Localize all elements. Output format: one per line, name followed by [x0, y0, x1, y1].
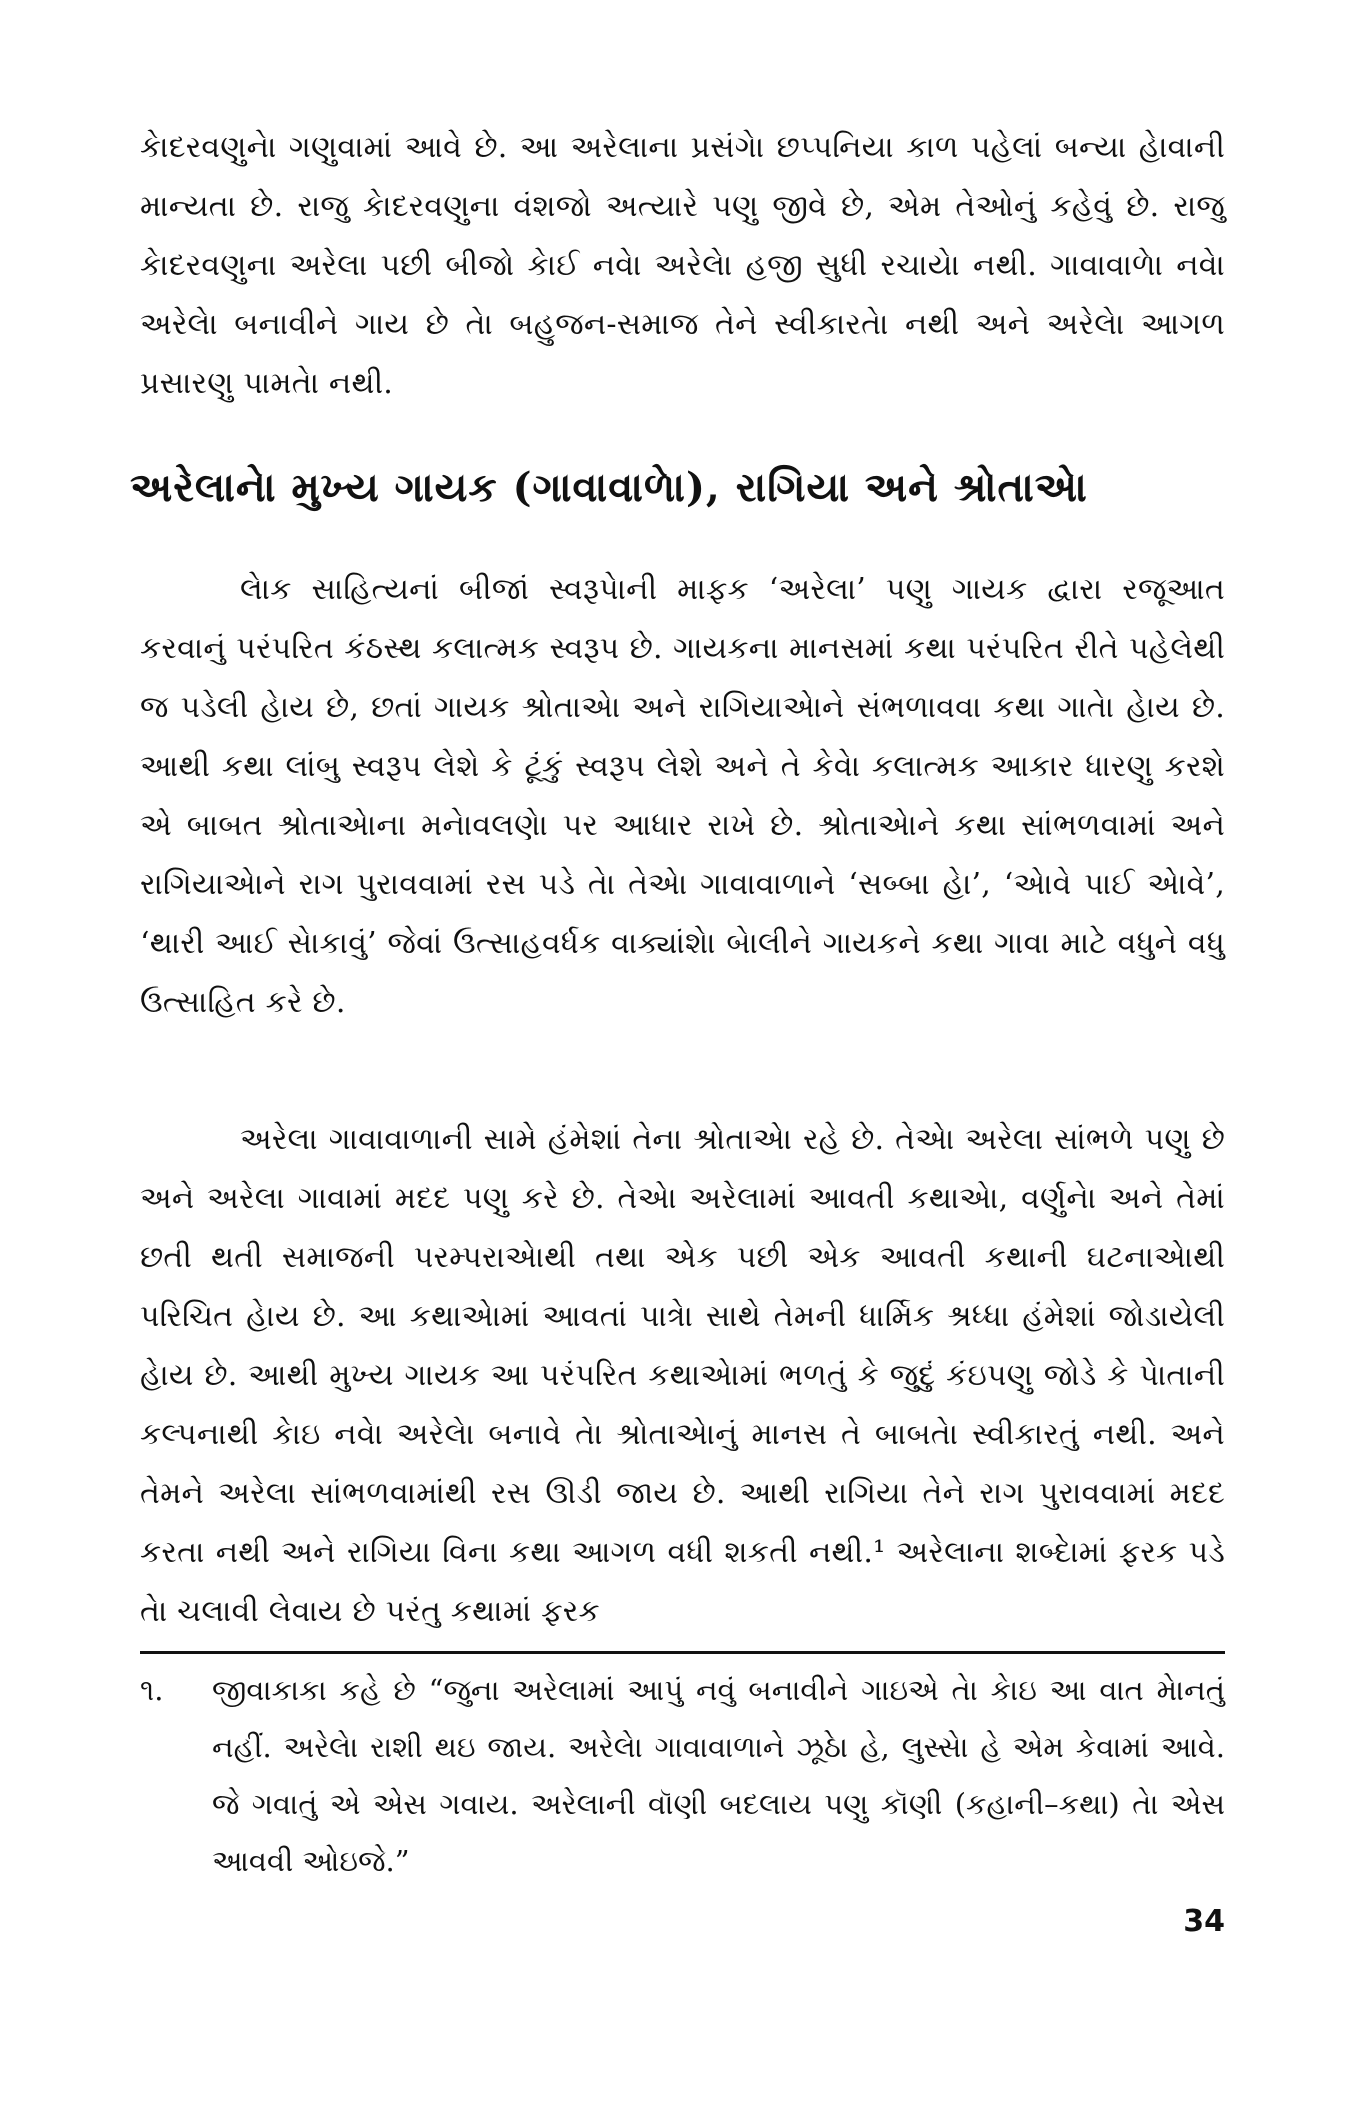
body-paragraph: અરેલા ગાવાવાળાની સામે હંમેશાં તેના શ્રોતાએા રહે છે. તેએા અરેલા સાંભળે પણુ છે અને અરેલા ગાવામાં મદદ પણુ કરે છે. તેએા અરેલામાં આવતી કથાએા, વર્ણુનેા અને તેમાં છતી થતી સમાજની પરમ્પરાએાથી તથા એક પછી એક આવતી કથાની ઘટનાએાથી પરિચિત હેાય છે. આ કથાએામાં આવતાં પાત્રેા સાથે તેમની ધાર્મિક શ્રધ્ધા હંમેશાં જોડાયેલી હેાય છે. આથી મુખ્ય ગાયક આ પરંપરિત કથાએામાં ભળતું કે જુદું કંઇપણુ જોડે કે પેાતાની કલ્પનાથી કેાઇ નવેા અરેલેા બનાવે તેા શ્રોતાએાનું માનસ તે બાબતેા સ્વીકારતું નથી. અને તેમને અરેલા સાંભળવામાંથી રસ ઊડી જાય છે. આથી રાગિયા તેને રાગ પુરાવવામાં મદદ કરતા નથી અને રાગિયા વિના કથા આગળ વધી શકતી નથી.¹ અરેલાના શબ્દેામાં ફરક પડે તેા ચલાવી લેવાય છે પરંતુ કથામાં ફરક — [140, 1122, 1225, 1629]
page-number: 34 — [1183, 1904, 1225, 1939]
footnote-divider — [140, 1651, 1225, 1654]
body-paragraph: કેાદરવણુનેા ગણુવામાં આવે છે. આ અરેલાના પ્રસંગેા છપ્પનિયા કાળ પહેલાં બન્યા હેાવાની માન્યતા છે. રાજુ કેાદરવણુના વંશજો અત્યારે પણુ જીવે છે, એમ તેઓનું કહેવું છે. રાજુ કેાદરવણુના અરેલા પછી બીજો કેાઈ નવેા અરેલેા હજી સુધી રચાયેા નથી. ગાવાવાળેા નવેા અરેલેા બનાવીને ગાય છે તેા બહુજન-સમાજ તેને સ્વીકારતેા નથી અને અરેલેા આગળ પ્રસારણુ પામતેા નથી. — [140, 130, 1225, 401]
section-heading: અરેલાનેા મુખ્ય ગાયક (ગાવાવાળેા), રાગિયા અને શ્રોતાએા — [130, 464, 1088, 511]
footnote-marker: ૧. — [140, 1673, 164, 1707]
footnote-text: જીવાકાકા કહે છે “જુના અરેલામાં આપું નવું બનાવીને ગાઇએ તેા કેાઇ આ વાત મેાનતું નહીં. અરેલેા રાશી થઇ જાય. અરેલેા ગાવાવાળાને ઝૂઠેા હે, લુસ્સેા હે એમ કેવામાં આવે. જે ગવાતું એ એસ ગવાય. અરેલાની વૉણી બદલાય પણુ કૉણી (કહાની–કથા) તેા એસ આવવી ઓઇજે.” — [212, 1673, 1225, 1878]
body-paragraph: લેાક સાહિત્યનાં બીજાં સ્વરૂપેાની માફક ‘અરેલા’ પણુ ગાયક દ્વારા રજૂઆત કરવાનું પરંપરિત કંઠસ્થ કલાત્મક સ્વરૂપ છે. ગાયકના માનસમાં કથા પરંપરિત રીતે પહેલેથી જ પડેલી હેાય છે, છતાં ગાયક શ્રોતાએા અને રાગિયાએાને સંભળાવવા કથા ગાતેા હેાય છે. આથી કથા લાંબુ સ્વરૂપ લેશે કે ટૂંકું સ્વરૂપ લેશે અને તે કેવેા કલાત્મક આકાર ધારણુ કરશે એ બાબત શ્રોતાએાના મનેાવલણેા પર આધાર રાખે છે. શ્રોતાએાને કથા સાંભળવામાં અને રાગિયાએાને રાગ પુરાવવામાં રસ પડે તેા તેએા ગાવાવાળાને ‘સબ્બા હેા’, ‘એાવે પાઈ એાવે’, ‘થારી આઈ સેાકાવું’ જેવાં ઉત્સાહવર્ધક વાક્યાંશેા બેાલીને ગાયકને કથા ગાવા માટે વધુને વધુ ઉત્સાહિત કરે છે. — [140, 572, 1225, 1020]
